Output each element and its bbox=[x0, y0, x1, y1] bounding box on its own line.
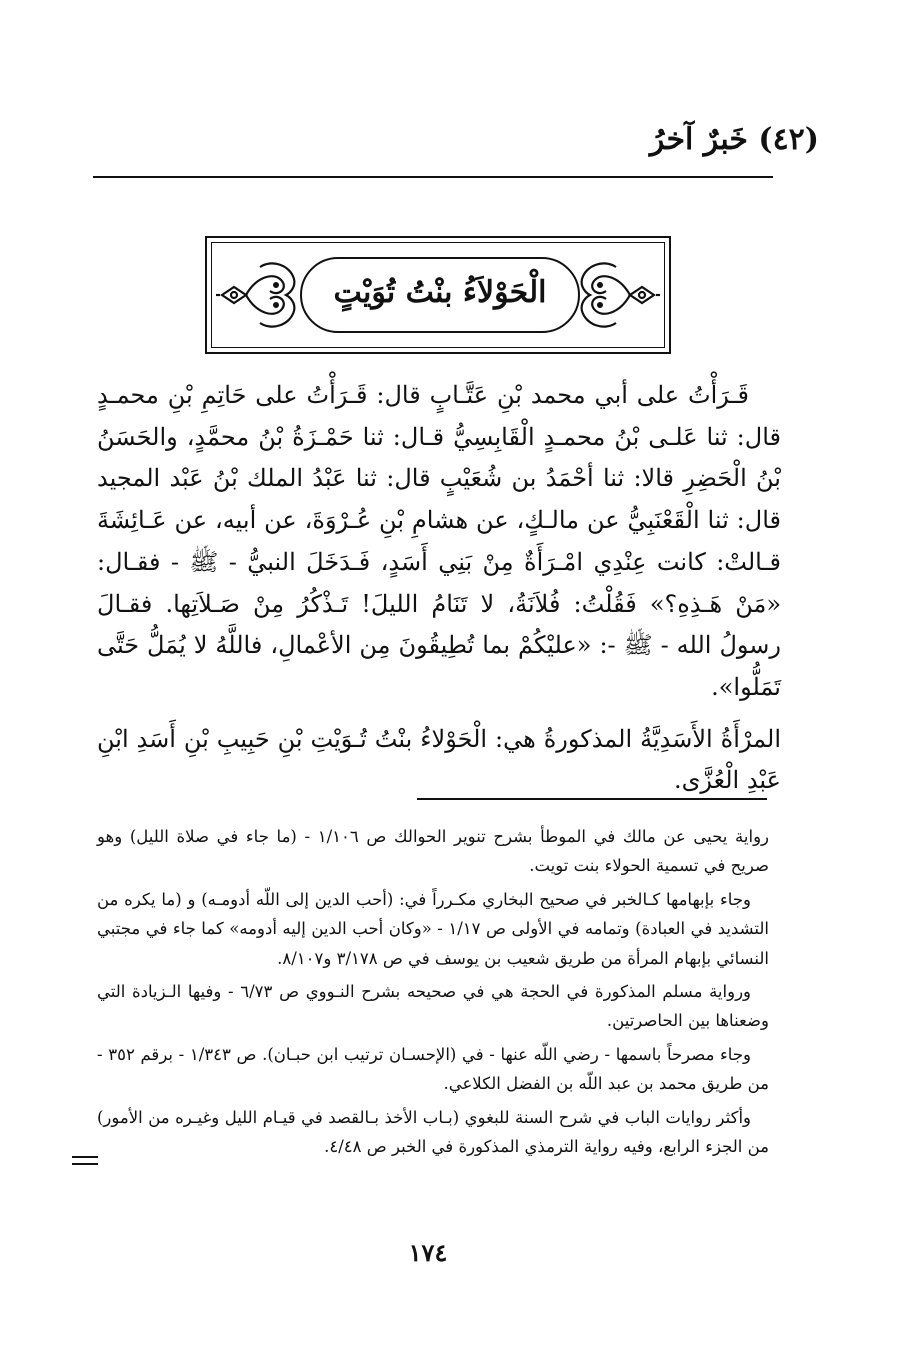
footnote: وجاء بإبهامها كـالخبر في صحيح البخاري مكـرراً في: (أحب الدين إلى اللّه أدومـه) و (ما يكره من التشديد في العبادة) وتمامه في الأولى ص ١/١٧ - «وكان أحب الدين إليه أدومه» كما جاء في مجتبي النسائي بإبهام المرأة من طريق شعيب بن يوسف في ص ٣/١٧٨ و٨/١٠٧. bbox=[97, 889, 769, 968]
title-frame bbox=[205, 236, 671, 354]
page-number: ١٧٤ bbox=[408, 1238, 448, 1267]
footnote: وجاء مصرحاً باسمها - رضي اللّه عنها - في (الإحسـان ترتيب ابن حبـان). ص ١/٣٤٣ - برقم ٣٥٢ - من طريق محمد بن عبد اللّه بن الفضل الكلاعي. bbox=[97, 1044, 769, 1094]
header-rule bbox=[93, 176, 773, 178]
main-text bbox=[97, 375, 781, 802]
biography-title: الْحَوْلاَءُ بنْتُ تُوَيْتٍ bbox=[333, 275, 547, 310]
footnote: وأكثر روايات الباب في شرح السنة للبغوي (بـاب الأخذ بـالقصد في قيـام الليل وغيـره من الأمور) من الجزء الرابع، وفيه رواية الترمذي المذكورة في الخبر ص ٤/٤٨. bbox=[97, 1107, 769, 1157]
equals-mark-icon bbox=[72, 1156, 98, 1166]
title-frame-inner bbox=[211, 242, 665, 348]
arabesque-ornament-icon bbox=[216, 257, 300, 333]
footnote: ورواية مسلم المذكورة في الحجة هي في صحيحه بشرح النـووي ص ٦/٧٣ - وفيها الـزيادة التي وضعناها بين الحاصرتين. bbox=[97, 982, 769, 1031]
body-paragraph-narration: قَـرَأْتُ على أبي محمد بْنِ عَتَّـابٍ قال: قَـرَأْتُ على حَاتِمِ بْنِ محمـدٍ قال: ثنا عَلـى بْنُ محمـدٍ الْقَابِسِيُّ قـال: ثنا حَمْـزَةُ بْنُ محمَّدٍ، والحَسَنُ بْنُ الْحَضِرِ قالا: ثنا أحْمَدُ بن شُعَيْبٍ قال: ثنا عَبْدُ الملك بْنُ عَبْد المجيد قال: ثنا الْقَعْنَبِيُّ عن مالـكٍ، عن هشامِ بْنِ عُـرْوَةَ، عن أبيه، عن عَـائِشَةَ قـالتْ: كانت عِنْدِي امْـرَأَةٌ مِنْ بَنِي أَسَدٍ، فَـدَخَلَ النبيُّ - ﷺ - فقـال: «مَنْ هَـذِهِ؟» فَقُلْتُ: فُلاَنَةُ، لا تَنَامُ الليلَ! تَـذْكُرُ مِنْ صَـلاَتِها. فقـالَ رسولُ الله - ﷺ -: «عليْكُمْ بما تُطِيقُونَ مِن الأعْمالِ، فاللَّهُ لا يُمَلُّ حَتَّى تَمَلُّوا». bbox=[97, 381, 781, 701]
title-cartouche bbox=[300, 257, 580, 333]
footnote-separator bbox=[417, 798, 767, 800]
arabesque-ornament-icon bbox=[576, 257, 660, 333]
footnotes bbox=[97, 822, 769, 1165]
body-paragraph-identification: المرْأَةُ الأَسَدِيَّةُ المذكورةُ هي: الْحَوْلاءُ بنْتُ تُـوَيْتِ بْنِ حَبِيبِ بْنِ أَسَدِ ابْنِ عَبْدِ الْعُزَّى. bbox=[97, 724, 781, 795]
footnote: رواية يحيى عن مالك في الموطأ بشرح تنوير الحوالك ص ١/١٠٦ - (ما جاء في صلاة الليل) وهو صريح في تسمية الحولاء بنت تويت. bbox=[97, 827, 769, 876]
chapter-title: (٤٢) خَبرٌ آخرُ bbox=[649, 122, 819, 157]
